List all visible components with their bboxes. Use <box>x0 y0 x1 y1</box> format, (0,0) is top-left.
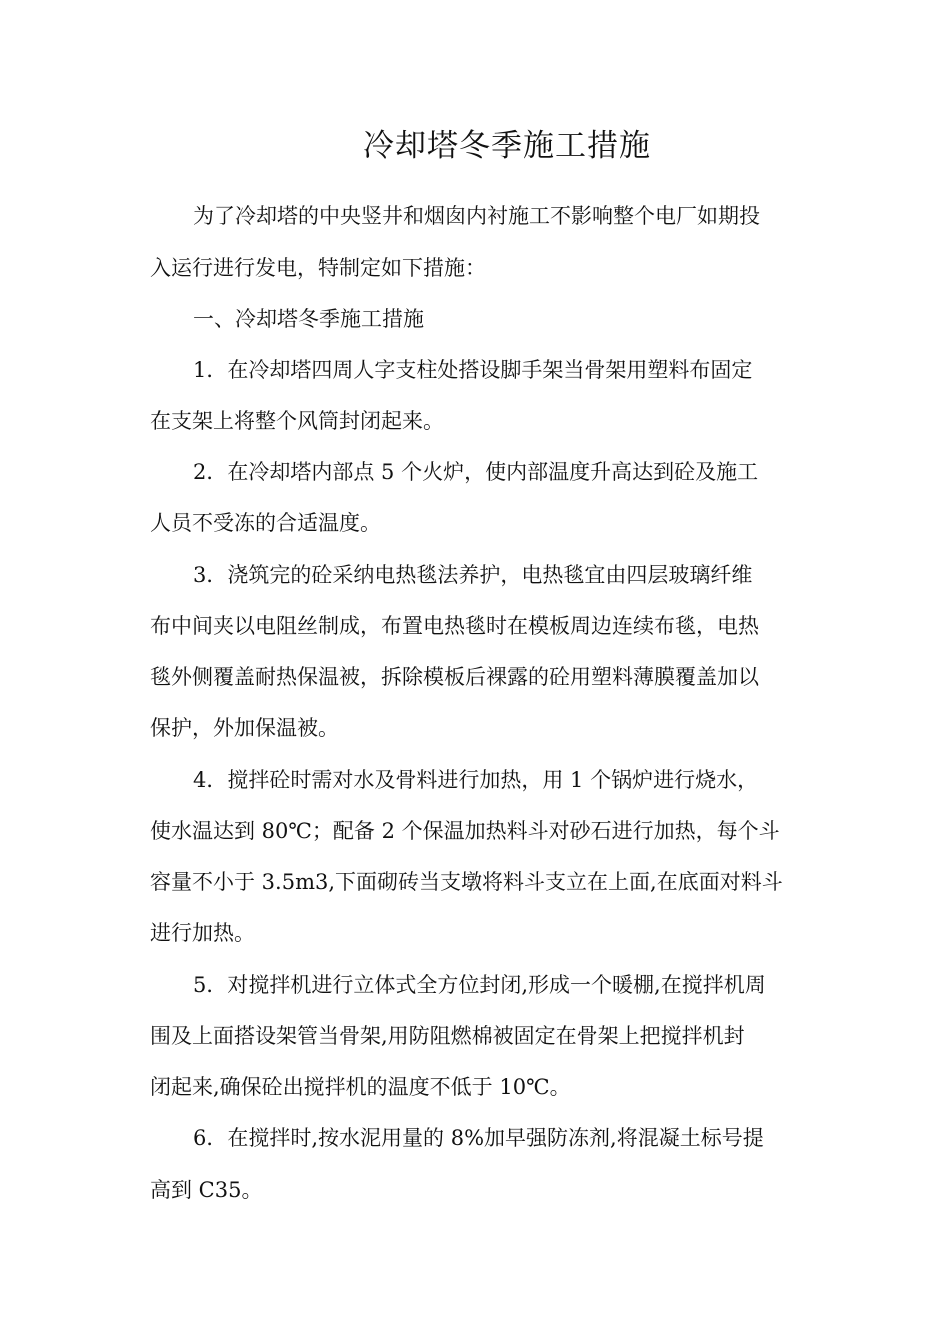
paragraph-line: 保护，外加保温被。 <box>150 716 339 740</box>
paragraph-line: 为了冷却塔的中央竖井和烟囱内衬施工不影响整个电厂如期投 <box>193 204 760 228</box>
paragraph-line: 入运行进行发电，特制定如下措施： <box>150 256 486 280</box>
paragraph-line: 使水温达到 80℃；配备 2 个保温加热料斗对砂石进行加热，每个斗 <box>150 819 780 843</box>
paragraph-line: 进行加热。 <box>150 921 255 945</box>
paragraph-line: 高到 C35。 <box>150 1178 263 1202</box>
paragraph-line: 1．在冷却塔四周人字支柱处搭设脚手架当骨架用塑料布固定 <box>193 358 753 382</box>
paragraph-line: 4．搅拌砼时需对水及骨料进行加热，用 1 个锅炉进行烧水， <box>193 768 759 792</box>
paragraph-line: 布中间夹以电阻丝制成，布置电热毯时在模板周边连续布毯，电热 <box>150 614 759 638</box>
paragraph-line: 在支架上将整个风筒封闭起来。 <box>150 409 444 433</box>
paragraph-line: 人员不受冻的合适温度。 <box>150 511 381 535</box>
paragraph-line: 6．在搅拌时,按水泥用量的 8%加早强防冻剂,将混凝土标号提 <box>193 1126 764 1150</box>
paragraph-line: 2．在冷却塔内部点 5 个火炉，使内部温度升高达到砼及施工 <box>193 460 759 484</box>
section-heading: 一、冷却塔冬季施工措施 <box>193 307 424 331</box>
paragraph-line: 容量不小于 3.5m3,下面砌砖当支墩将料斗支立在上面,在底面对料斗 <box>150 870 783 894</box>
paragraph-line: 5．对搅拌机进行立体式全方位封闭,形成一个暖棚,在搅拌机周 <box>193 973 766 997</box>
document-title: 冷却塔冬季施工措施 <box>363 128 651 164</box>
paragraph-line: 3．浇筑完的砼采纳电热毯法养护，电热毯宜由四层玻璃纤维 <box>193 563 753 587</box>
paragraph-line: 闭起来,确保砼出搅拌机的温度不低于 10℃。 <box>150 1075 571 1099</box>
paragraph-line: 围及上面搭设架管当骨架,用防阻燃棉被固定在骨架上把搅拌机封 <box>150 1024 745 1048</box>
paragraph-line: 毯外侧覆盖耐热保温被，拆除模板后裸露的砼用塑料薄膜覆盖加以 <box>150 665 759 689</box>
